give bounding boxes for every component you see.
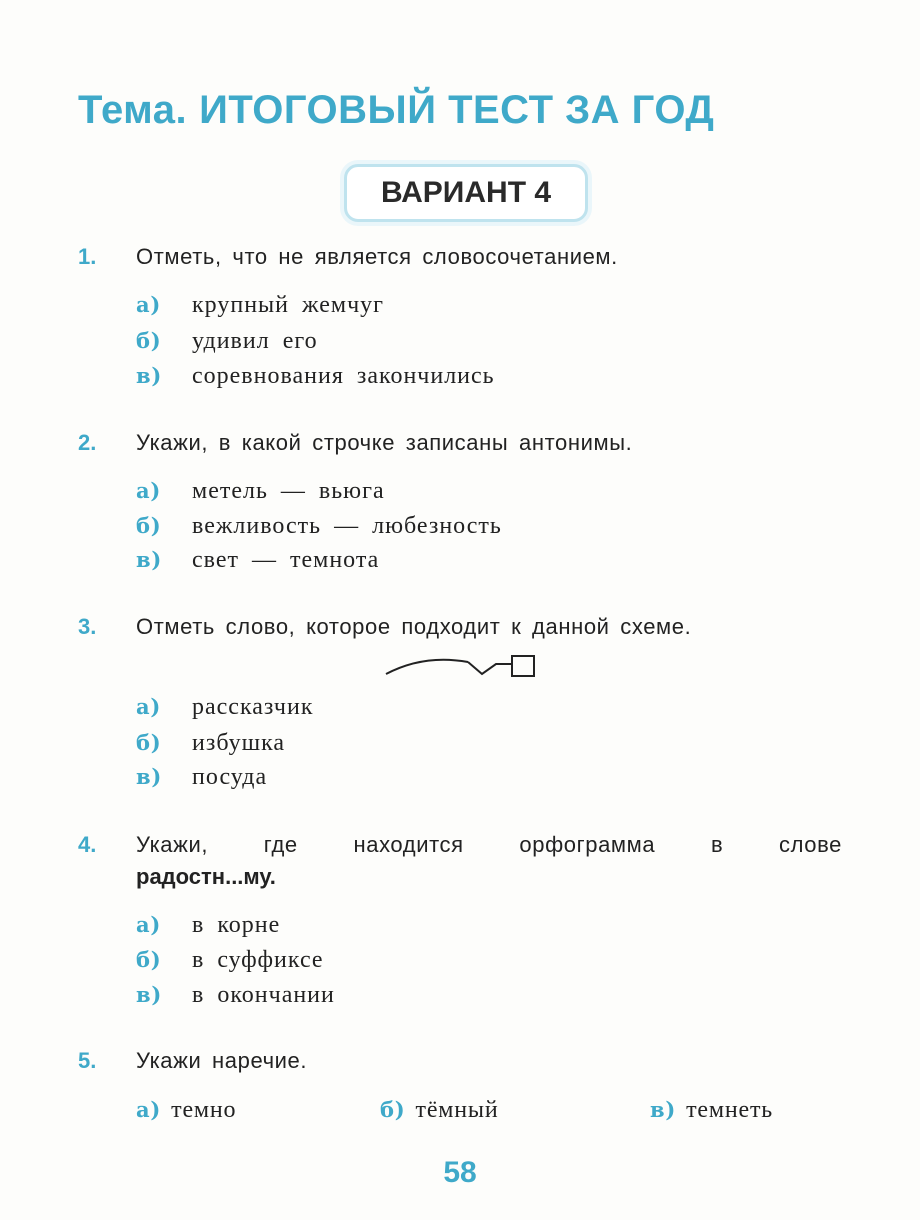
option-text: вежливость — любезность xyxy=(192,513,502,539)
option-text: удивил его xyxy=(192,328,318,354)
option-label: в) xyxy=(136,363,163,388)
option-text: избушка xyxy=(192,730,286,756)
option-text: темнеть xyxy=(686,1097,773,1123)
page-title xyxy=(78,88,714,133)
option-label: в) xyxy=(136,547,163,572)
question-keyword: радостн...му. xyxy=(136,864,276,889)
answer-option[interactable] xyxy=(136,730,285,757)
question-number: 1. xyxy=(78,244,97,269)
option-text: тёмный xyxy=(415,1097,499,1123)
answer-option[interactable] xyxy=(136,947,324,974)
root-suffix-ending-scheme-icon xyxy=(384,650,544,686)
option-label: а) xyxy=(136,694,162,719)
option-label: в) xyxy=(136,982,163,1007)
answer-option[interactable] xyxy=(136,328,318,355)
answer-option[interactable] xyxy=(136,1097,236,1124)
option-label: а) xyxy=(136,912,162,937)
question-number: 2. xyxy=(78,430,97,455)
question-text: Укажи, где находится орфограмма в слове xyxy=(136,832,842,857)
variant-badge: ВАРИАНТ 4 xyxy=(344,164,588,222)
option-text: соревнования закончились xyxy=(192,363,495,389)
question-number: 3. xyxy=(78,614,97,639)
answer-option[interactable] xyxy=(136,547,379,574)
option-label: б) xyxy=(136,947,162,972)
option-text: темно xyxy=(171,1097,237,1123)
answer-option[interactable] xyxy=(136,982,335,1009)
option-text: в суффиксе xyxy=(192,947,324,973)
option-label: б) xyxy=(380,1097,406,1122)
option-label: б) xyxy=(136,328,162,353)
question-text: Укажи наречие. xyxy=(136,1048,308,1073)
answer-option[interactable] xyxy=(650,1097,773,1124)
answer-option[interactable] xyxy=(136,764,267,791)
question-text: Отметь слово, которое подходит к данной схеме. xyxy=(136,614,692,639)
question-text: Укажи, в какой строчке записаны антонимы. xyxy=(136,430,633,455)
option-label: а) xyxy=(136,292,162,317)
option-text: метель — вьюга xyxy=(192,478,385,504)
answer-option[interactable] xyxy=(136,694,313,721)
answer-option[interactable] xyxy=(136,363,495,390)
topic-label: Тема. xyxy=(78,88,188,132)
question-text: Отметь, что не является словосочетанием. xyxy=(136,244,618,269)
option-text: крупный жемчуг xyxy=(192,292,385,318)
answer-option[interactable] xyxy=(380,1097,499,1124)
option-text: посуда xyxy=(192,764,268,790)
option-text: рассказчик xyxy=(192,694,314,720)
answer-option[interactable] xyxy=(136,478,385,505)
option-text: в окончании xyxy=(192,982,335,1008)
option-label: а) xyxy=(136,478,162,503)
page-number: 58 xyxy=(443,1156,477,1189)
option-label: б) xyxy=(136,513,162,538)
question-number: 4. xyxy=(78,832,97,857)
option-label: в) xyxy=(136,764,163,789)
option-label: а) xyxy=(136,1097,162,1122)
option-label: б) xyxy=(136,730,162,755)
option-label: в) xyxy=(650,1097,677,1122)
option-text: свет — темнота xyxy=(192,547,380,573)
answer-option[interactable] xyxy=(136,513,502,540)
answer-option[interactable] xyxy=(136,292,384,319)
question-number: 5. xyxy=(78,1048,97,1073)
topic-title: ИТОГОВЫЙ ТЕСТ ЗА ГОД xyxy=(199,88,715,132)
option-text: в корне xyxy=(192,912,281,938)
answer-option[interactable] xyxy=(136,912,280,939)
